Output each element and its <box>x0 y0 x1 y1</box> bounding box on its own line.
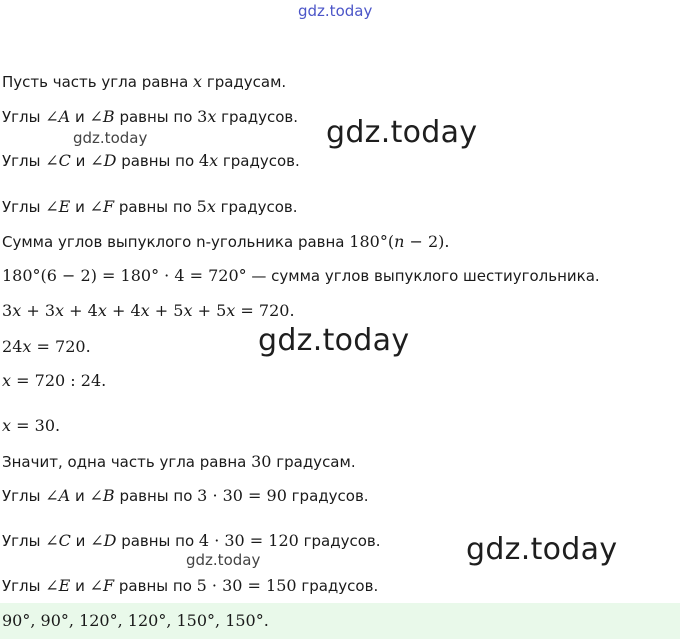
angle-symbol: ∠ <box>89 576 104 595</box>
solution-line-6: 180°(6 − 2) = 180° · 4 = 720° — сумма углов выпуклого шестиугольника. <box>2 266 600 285</box>
angle-symbol: ∠ <box>45 531 59 550</box>
angle-symbol: ∠ <box>45 197 59 216</box>
var-x: x <box>193 72 203 91</box>
equation-line-7: 3x + 3x + 4x + 4x + 5x + 5x = 720. <box>2 301 295 320</box>
watermark-small: gdz.today <box>73 129 148 147</box>
equation: 180°(6 − 2) = 180° · 4 = 720° <box>2 266 247 285</box>
angle-symbol: ∠ <box>89 107 103 126</box>
solution-line-14: Углы ∠E и ∠F равны по 5 · 30 = 150 градусов. <box>2 576 379 595</box>
solution-line-4: Углы ∠E и ∠F равны по 5x градусов. <box>2 197 298 216</box>
angle-symbol: ∠ <box>90 151 104 170</box>
angle-symbol: ∠ <box>45 576 59 595</box>
solution-line-3: Углы ∠C и ∠D равны по 4x градусов. <box>2 151 300 170</box>
solution-line-11: Значит, одна часть угла равна 30 градусам. <box>2 452 356 471</box>
watermark-large: gdz.today <box>466 532 618 567</box>
watermark-small: gdz.today <box>186 551 261 569</box>
angle-symbol: ∠ <box>90 531 104 550</box>
watermark-large: gdz.today <box>258 323 410 358</box>
equation-line-10: x = 30. <box>2 416 61 435</box>
equation-line-8: 24x = 720. <box>2 337 91 356</box>
angle-symbol: ∠ <box>45 486 59 505</box>
angle-symbol: ∠ <box>45 107 59 126</box>
equation-line-9: x = 720 : 24. <box>2 371 107 390</box>
solution-line-12: Углы ∠A и ∠B равны по 3 · 30 = 90 градусов. <box>2 486 369 505</box>
angle-symbol: ∠ <box>45 151 59 170</box>
solution-line-1: Пусть часть угла равна x градусам. <box>2 72 287 91</box>
angle-symbol: ∠ <box>89 197 104 216</box>
watermark-top: gdz.today <box>298 2 373 20</box>
angle-symbol: ∠ <box>89 486 103 505</box>
watermark-large: gdz.today <box>326 115 478 150</box>
solution-line-2: Углы ∠A и ∠B равны по 3x градусов. <box>2 107 299 126</box>
answer-text: 90°, 90°, 120°, 120°, 150°, 150°. <box>2 611 269 630</box>
solution-line-13: Углы ∠C и ∠D равны по 4 · 30 = 120 градусов. <box>2 531 381 550</box>
solution-line-5: Сумма углов выпуклого n-угольника равна 180°(n − 2). <box>2 232 450 251</box>
